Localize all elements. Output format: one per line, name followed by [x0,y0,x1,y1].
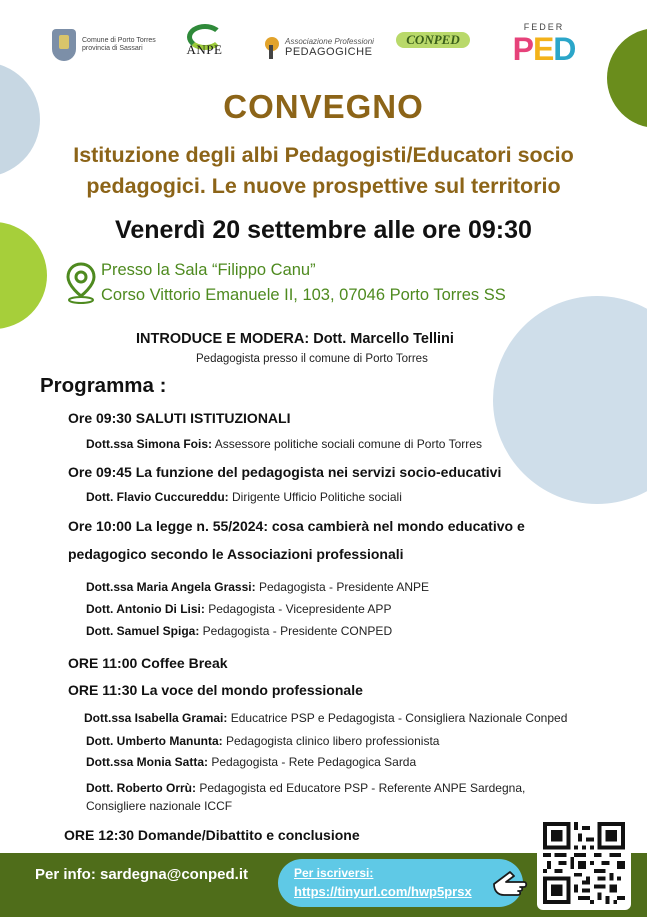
speaker-line [86,580,429,594]
speaker-role: Educatrice PSP e Pedagogista - Consigliera Nazionale Conped [227,711,568,725]
anpe-logo [177,24,232,66]
speaker-name: Dott. Umberto Manunta: [86,734,223,748]
crest-icon [52,29,76,61]
speaker-name: Dott. Flavio Cuccureddu: [86,490,229,504]
speaker-role: Pedagogista - Vicepresidente APP [204,602,392,616]
speaker-name: Dott.ssa Isabella Gramai: [84,711,228,725]
session-title-continued: pedagogico secondo le Associazioni professionali [68,546,404,562]
speaker-line [86,602,391,616]
comune-logo-line2: provincia di Sassari [82,45,143,52]
speaker-role-continued: Consigliere nazionale ICCF [86,799,233,813]
conped-logo-name: CONPED [396,32,469,48]
speaker-name: Dott.ssa Simona Fois: [86,437,213,451]
moderator-label: INTRODUCE E MODERA: Dott. Marcello Tellini [136,331,454,347]
location-pin-icon [66,262,96,304]
speaker-line [86,490,402,504]
speaker-role: Pedagogista - Rete Pedagogica Sarda [208,755,417,769]
speaker-line [86,734,439,748]
qr-code-image [543,822,625,904]
register-link[interactable]: https://tinyurl.com/hwp5prsx [294,884,472,899]
speaker-name: Dott.ssa Monia Satta: [86,755,209,769]
session-title: ORE 12:30 Domande/Dibattito e conclusione [64,827,360,843]
speaker-name: Dott. Antonio Di Lisi: [86,602,205,616]
speaker-role: Dirigente Ufficio Politiche sociali [228,490,402,504]
event-date: Venerdì 20 settembre alle ore 09:30 [115,216,532,244]
federped-logo-top: FEDER [523,22,565,32]
app-logo-line2: PEDAGOGICHE [285,46,373,58]
speaker-line [86,437,482,451]
speaker-line [84,711,567,725]
federped-letter-e: E [532,31,554,67]
speaker-name: Dott.ssa Maria Angela Grassi: [86,580,256,594]
session-title: Ore 10:00 La legge n. 55/2024: cosa cambierà nel mondo educativo e [68,518,525,534]
conped-logo [393,32,473,66]
app-logo [263,34,374,60]
federped-letter-p: P [512,31,533,67]
comune-logo-line1: Comune di Porto Torres [82,37,156,44]
app-mark-icon [263,35,281,59]
session-title: ORE 11:30 La voce del mondo professionale [68,682,363,698]
speaker-line [86,781,525,795]
register-label[interactable]: Per iscriversi: [294,866,374,880]
speaker-name: Dott. Roberto Orrù: [86,781,196,795]
venue-address: Corso Vittorio Emanuele II, 103, 07046 Porto Torres SS [101,286,506,304]
speaker-role: Pedagogista - Presidente CONPED [199,624,393,638]
speaker-line [86,624,392,638]
moderator-role: Pedagogista presso il comune di Porto Torres [196,353,428,365]
contact-info[interactable]: Per info: sardegna@conped.it [35,866,248,883]
session-title: Ore 09:30 SALUTI ISTITUZIONALI [68,410,291,426]
session-title: ORE 11:00 Coffee Break [68,655,228,671]
event-subtitle: Istituzione degli albi Pedagogisti/Educatori socio pedagogici. Le nuove prospettive sul territorio [73,143,574,198]
decorative-circle-blue-right [493,296,647,504]
federped-logo [508,22,580,70]
event-title: CONVEGNO [223,88,424,125]
speaker-line [86,755,416,769]
pointing-hand-icon [490,866,532,900]
program-title: Programma : [40,374,167,397]
venue-name: Presso la Sala “Filippo Canu” [101,261,316,279]
speaker-role: Pedagogista - Presidente ANPE [255,580,430,594]
speaker-name: Dott. Samuel Spiga: [86,624,200,638]
speaker-role: Assessore politiche sociali comune di Porto Torres [212,437,482,451]
speaker-role: Pedagogista ed Educatore PSP - Referente ANPE Sardegna, [196,781,526,795]
anpe-logo-name: ANPE [186,42,223,57]
app-logo-line1: Associazione Professioni [285,37,374,46]
qr-code[interactable] [537,816,631,910]
session-title: Ore 09:45 La funzione del pedagogista nei servizi socio-educativi [68,464,502,480]
speaker-role: Pedagogista clinico libero professionista [222,734,440,748]
federped-letter-d: D [553,31,576,67]
comune-logo [52,28,156,62]
